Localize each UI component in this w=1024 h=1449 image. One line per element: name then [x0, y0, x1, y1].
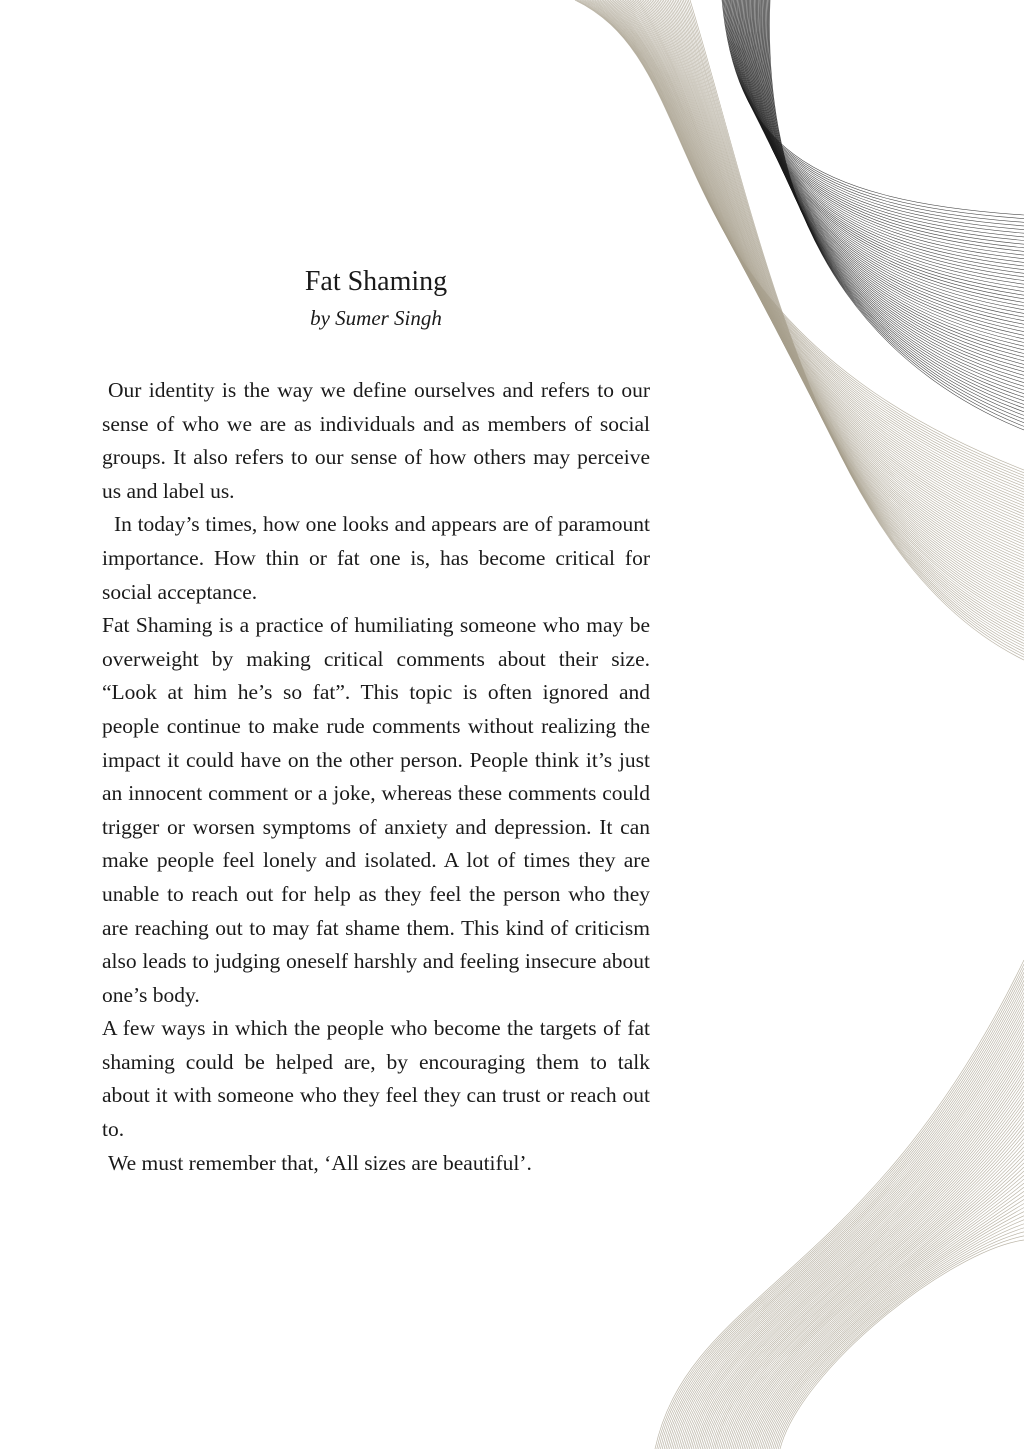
- wave-line: [758, 1191, 1024, 1449]
- wave-line: [699, 1057, 1024, 1449]
- wave-line: [638, 0, 1024, 575]
- wave-line: [738, 0, 1024, 284]
- wave-line: [731, 1130, 1024, 1449]
- wave-line: [610, 0, 1024, 528]
- top-dark-wave: [722, 0, 1024, 430]
- wave-line: [682, 1021, 1024, 1449]
- wave-line: [757, 0, 1024, 372]
- paragraph-identity: Our identity is the way we define ourselves and refers to our sense of who we are as individuals and as members of social groups. It also refers to our sense of how others may perceive us and label us.: [102, 378, 650, 503]
- wave-line: [652, 0, 1024, 597]
- wave-line: [623, 0, 1024, 550]
- wave-line: [736, 0, 1024, 277]
- wave-line: [760, 1195, 1024, 1449]
- wave-line: [718, 1102, 1024, 1449]
- wave-line: [727, 0, 1024, 237]
- wave-line: [764, 0, 1024, 405]
- wave-line: [602, 0, 1024, 514]
- wave-line: [593, 0, 1024, 500]
- wave-line: [675, 0, 1024, 635]
- wave-line: [627, 0, 1024, 555]
- wave-line: [633, 0, 1024, 566]
- wave-line: [778, 1236, 1024, 1449]
- wave-line: [625, 0, 1024, 553]
- wave-line: [686, 1029, 1024, 1449]
- wave-line: [762, 0, 1024, 394]
- wave-line: [597, 0, 1024, 506]
- wave-line: [673, 1001, 1024, 1449]
- wave-line: [751, 0, 1024, 346]
- wave-line: [775, 1228, 1024, 1449]
- wave-line: [585, 0, 1024, 487]
- wave-line: [702, 1066, 1024, 1449]
- wave-line: [734, 0, 1024, 270]
- wave-line: [746, 0, 1024, 321]
- wave-line: [687, 0, 1024, 655]
- wave-line: [762, 0, 1024, 397]
- wave-line: [766, 0, 1024, 415]
- wave-line: [724, 1114, 1024, 1449]
- wave-line: [753, 1179, 1024, 1449]
- wave-line: [748, 0, 1024, 332]
- wave-line: [742, 1155, 1024, 1449]
- wave-line: [683, 0, 1024, 649]
- wave-line: [754, 0, 1024, 357]
- wave-line: [720, 1106, 1024, 1449]
- wave-line: [780, 1240, 1024, 1449]
- wave-line: [600, 0, 1024, 511]
- wave-line: [745, 0, 1024, 317]
- wave-line: [726, 1118, 1024, 1449]
- wave-line: [603, 0, 1024, 517]
- wave-line: [689, 1037, 1024, 1449]
- wave-line: [715, 1094, 1024, 1449]
- wave-line: [688, 0, 1024, 657]
- wave-line: [587, 0, 1024, 489]
- wave-line: [677, 0, 1024, 638]
- wave-line: [776, 1232, 1024, 1449]
- wave-line: [693, 1045, 1024, 1449]
- wave-line: [753, 0, 1024, 354]
- wave-line: [677, 1009, 1024, 1449]
- wave-line: [664, 980, 1024, 1449]
- wave-line: [675, 1005, 1024, 1449]
- wave-line: [613, 0, 1024, 533]
- wave-line: [747, 1167, 1024, 1449]
- wave-line: [690, 0, 1024, 660]
- wave-line: [697, 1053, 1024, 1449]
- wave-line: [660, 0, 1024, 610]
- wave-line: [729, 0, 1024, 244]
- article-body: [102, 374, 650, 1180]
- wave-line: [724, 0, 1024, 226]
- wave-line: [660, 972, 1024, 1449]
- wave-line: [608, 0, 1024, 525]
- wave-line: [766, 1208, 1024, 1449]
- wave-line: [758, 0, 1024, 379]
- wave-line: [762, 1199, 1024, 1449]
- wave-line: [708, 1078, 1024, 1449]
- wave-line: [620, 0, 1024, 544]
- wave-line: [618, 0, 1024, 542]
- wave-line: [704, 1070, 1024, 1449]
- wave-line: [763, 0, 1024, 401]
- wave-line: [684, 1025, 1024, 1449]
- wave-line: [657, 964, 1024, 1449]
- wave-line: [691, 1041, 1024, 1449]
- wave-line: [737, 1143, 1024, 1449]
- wave-line: [648, 0, 1024, 591]
- wave-line: [700, 1061, 1024, 1449]
- wave-line: [717, 1098, 1024, 1449]
- wave-line: [760, 0, 1024, 386]
- wave-line: [742, 0, 1024, 306]
- wave-line: [723, 0, 1024, 219]
- wave-line: [680, 1017, 1024, 1449]
- wave-line: [667, 0, 1024, 621]
- paragraph-help: A few ways in which the people who become the targets of fat shaming could be helped are, by encouraging them to talk about it with someone who they feel they can trust or reach out to.: [102, 1016, 650, 1142]
- wave-line: [740, 0, 1024, 295]
- wave-line: [746, 0, 1024, 324]
- wave-line: [740, 1151, 1024, 1449]
- wave-line: [733, 0, 1024, 262]
- wave-line: [733, 0, 1024, 266]
- wave-line: [657, 0, 1024, 605]
- wave-line: [755, 0, 1024, 364]
- wave-line: [713, 1090, 1024, 1449]
- wave-line: [731, 0, 1024, 255]
- wave-line: [749, 0, 1024, 335]
- wave-line: [612, 0, 1024, 531]
- wave-line: [688, 1033, 1024, 1449]
- wave-line: [759, 0, 1024, 383]
- wave-line: [754, 0, 1024, 361]
- wave-line: [650, 0, 1024, 594]
- wave-line: [739, 0, 1024, 292]
- wave-line: [737, 0, 1024, 281]
- wave-line: [744, 0, 1024, 313]
- wave-line: [605, 0, 1024, 520]
- wave-line: [743, 0, 1024, 310]
- wave-line: [722, 0, 1024, 215]
- wave-line: [666, 984, 1024, 1449]
- wave-line: [617, 0, 1024, 539]
- paragraph-fat-shaming: Fat Shaming is a practice of humiliating someone who may be overweight by making critical comments about their size. “Look at him he’s so fat”. This topic is often ignored and people continue to make rude comments without realizing the impact it could have on the other person. People think it’s just an innocent comment or a joke, whereas these comments could trigger or worsen symptoms of anxiety and depression. It can make people feel lonely and isolated. A lot of times they are unable to reach out for help as they feel the person who they are reaching out to may fat shame them. This kind of criticism also leads to judging oneself harshly and feeling insecure about one’s body.: [102, 613, 650, 1007]
- paragraph-conclusion: We must remember that, ‘All sizes are beautiful’.: [108, 1150, 532, 1175]
- wave-line: [640, 0, 1024, 577]
- paragraph-appearance: In today’s times, how one looks and appears are of paramount importance. How thin or fat one is, has become critical for social acceptance.: [102, 512, 650, 604]
- wave-line: [767, 0, 1024, 419]
- wave-line: [615, 0, 1024, 536]
- wave-line: [711, 1086, 1024, 1449]
- wave-line: [769, 0, 1024, 426]
- wave-line: [643, 0, 1024, 583]
- wave-line: [673, 0, 1024, 633]
- article-byline: by Sumer Singh: [310, 306, 442, 330]
- wave-line: [725, 0, 1024, 230]
- wave-line: [706, 1074, 1024, 1449]
- wave-line: [655, 0, 1024, 602]
- wave-line: [722, 1110, 1024, 1449]
- wave-line: [751, 1175, 1024, 1449]
- wave-line: [658, 0, 1024, 608]
- wave-line: [729, 0, 1024, 248]
- wave-line: [742, 0, 1024, 303]
- wave-line: [738, 1147, 1024, 1449]
- wave-line: [685, 0, 1024, 652]
- wave-line: [662, 976, 1024, 1449]
- wave-line: [642, 0, 1024, 580]
- wave-line: [756, 0, 1024, 368]
- wave-line: [768, 0, 1024, 423]
- wave-line: [671, 997, 1024, 1449]
- wave-line: [735, 0, 1024, 273]
- wave-line: [761, 0, 1024, 390]
- wave-line: [732, 0, 1024, 259]
- wave-line: [590, 0, 1024, 495]
- wave-line: [755, 1183, 1024, 1449]
- wave-line: [695, 1049, 1024, 1449]
- wave-line: [752, 0, 1024, 350]
- wave-line: [749, 1171, 1024, 1449]
- wave-line: [630, 0, 1024, 561]
- wave-line: [645, 0, 1024, 586]
- wave-line: [647, 0, 1024, 588]
- wave-line: [750, 0, 1024, 339]
- wave-line: [663, 0, 1024, 616]
- wave-line: [724, 0, 1024, 222]
- wave-line: [622, 0, 1024, 547]
- wave-line: [733, 1135, 1024, 1449]
- wave-line: [769, 0, 1024, 430]
- wave-line: [653, 0, 1024, 599]
- wave-line: [769, 1216, 1024, 1449]
- wave-line: [662, 0, 1024, 613]
- wave-line: [750, 0, 1024, 343]
- article: [102, 262, 650, 1180]
- wave-line: [773, 1224, 1024, 1449]
- wave-line: [744, 1159, 1024, 1449]
- wave-line: [659, 968, 1024, 1449]
- wave-line: [592, 0, 1024, 498]
- wave-line: [682, 0, 1024, 646]
- wave-line: [680, 0, 1024, 644]
- wave-line: [588, 0, 1024, 492]
- wave-line: [729, 1126, 1024, 1449]
- wave-line: [758, 0, 1024, 375]
- article-title: Fat Shaming: [304, 266, 448, 297]
- wave-line: [670, 0, 1024, 627]
- wave-line: [741, 0, 1024, 299]
- wave-line: [670, 993, 1024, 1449]
- wave-line: [595, 0, 1024, 503]
- wave-line: [607, 0, 1024, 522]
- bottom-light-wave: [655, 960, 1024, 1449]
- wave-line: [668, 0, 1024, 624]
- wave-line: [766, 0, 1024, 412]
- wave-line: [728, 0, 1024, 241]
- wave-line: [709, 1082, 1024, 1449]
- wave-line: [730, 0, 1024, 251]
- wave-line: [665, 0, 1024, 619]
- wave-line: [668, 988, 1024, 1449]
- wave-line: [735, 1139, 1024, 1449]
- wave-line: [765, 0, 1024, 408]
- wave-line: [738, 0, 1024, 288]
- wave-line: [598, 0, 1024, 509]
- wave-line: [756, 1187, 1024, 1449]
- wave-line: [764, 1204, 1024, 1449]
- wave-line: [726, 0, 1024, 233]
- wave-line: [728, 1122, 1024, 1449]
- wave-line: [767, 1212, 1024, 1449]
- wave-line: [628, 0, 1024, 558]
- wave-line: [679, 1013, 1024, 1449]
- wave-line: [672, 0, 1024, 630]
- wave-line: [632, 0, 1024, 564]
- wave-line: [746, 1163, 1024, 1449]
- wave-line: [635, 0, 1024, 569]
- wave-line: [655, 960, 1024, 1449]
- wave-line: [678, 0, 1024, 641]
- wave-line: [637, 0, 1024, 572]
- wave-line: [771, 1220, 1024, 1449]
- wave-line: [747, 0, 1024, 328]
